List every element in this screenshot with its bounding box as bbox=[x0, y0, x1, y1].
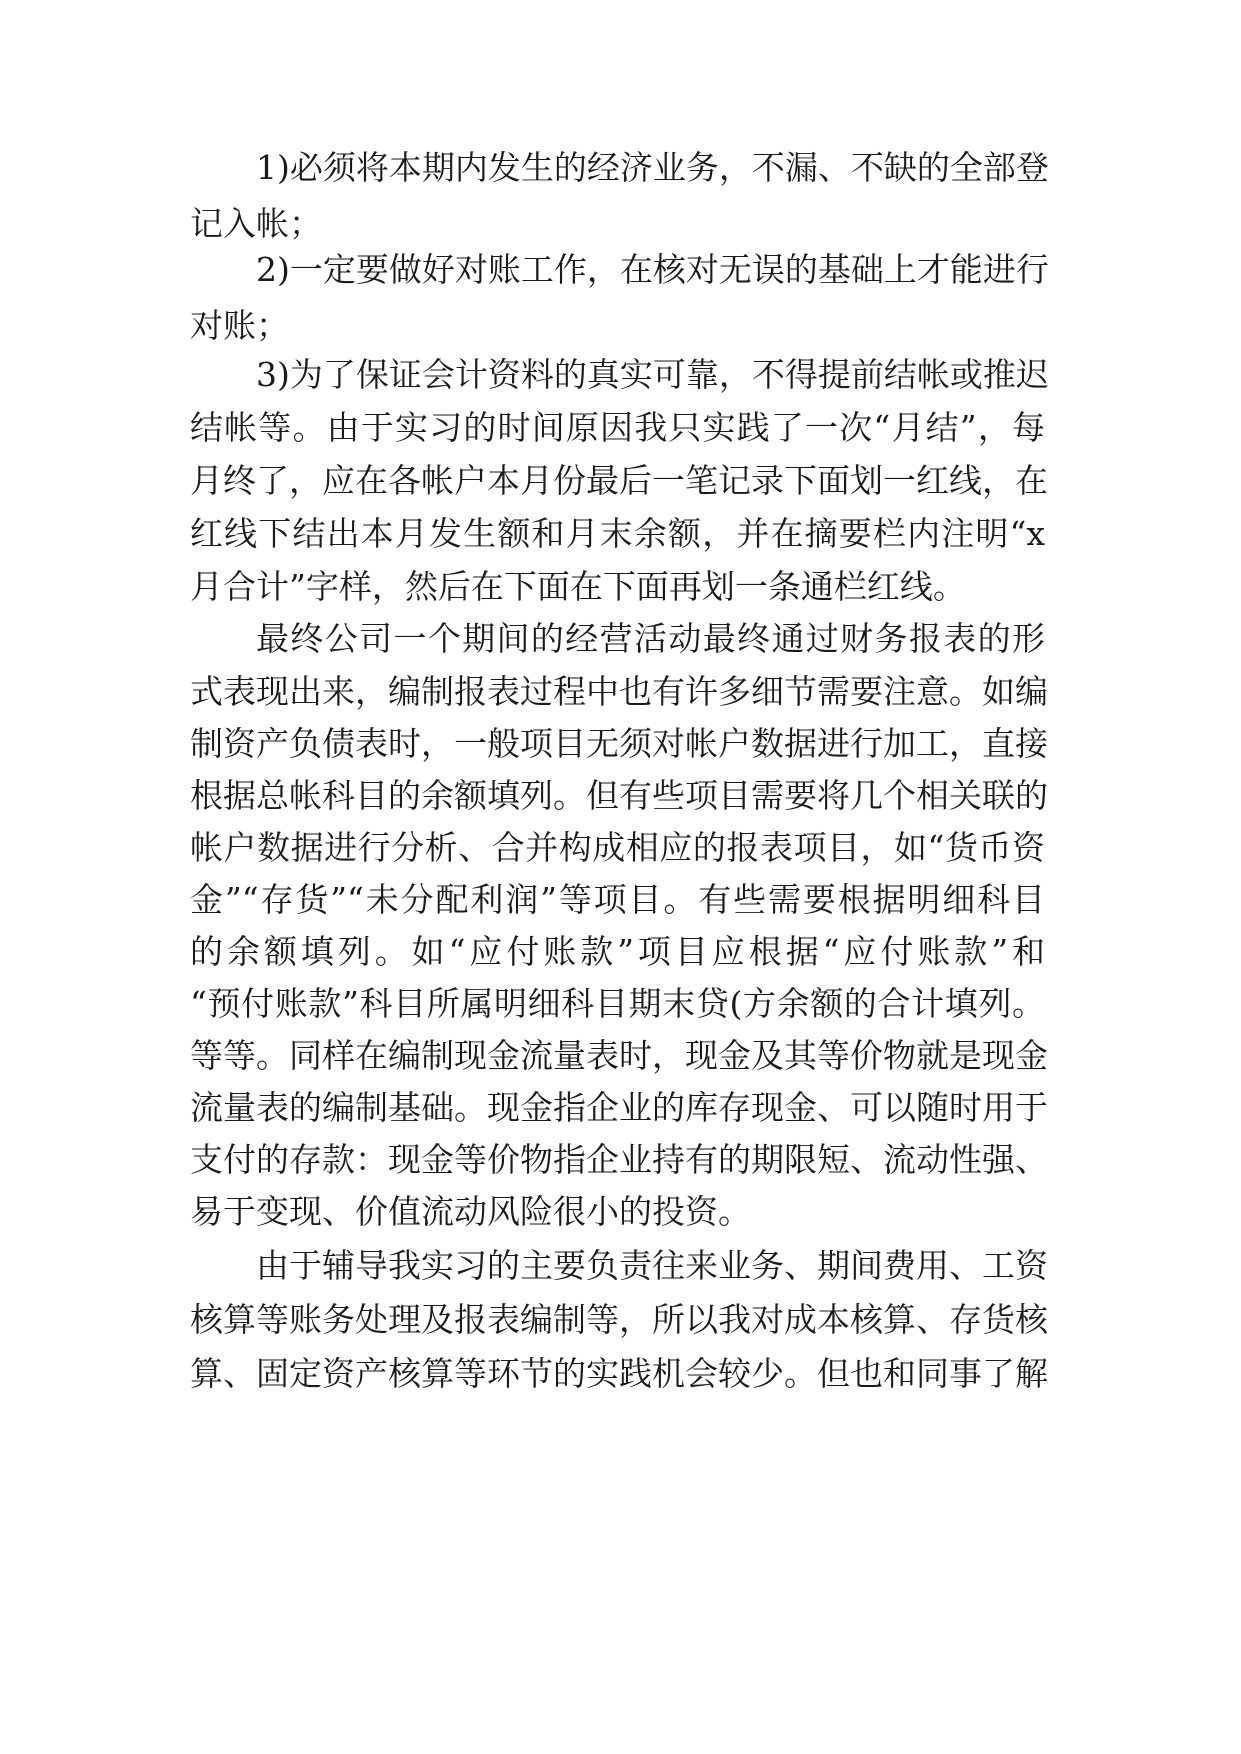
text-line bbox=[0, 240, 1241, 300]
text-line bbox=[0, 1026, 1241, 1086]
text-line bbox=[0, 1182, 1241, 1242]
text-line bbox=[0, 1078, 1241, 1138]
text-line bbox=[0, 922, 1241, 982]
paragraph-line: “预付账款”科目所属明细科目期末贷(方余额的合计填列。 bbox=[190, 984, 1045, 1023]
text-line bbox=[0, 451, 1241, 511]
paragraph-line: 算、固定资产核算等环节的实践机会较少。但也和同事了解 bbox=[190, 1354, 1048, 1393]
paragraph-line: 根据总帐科目的余额填列。但有些项目需要将几个相关联的 bbox=[190, 776, 1048, 815]
paragraph-line: 的余额填列。如“应付账款”项目应根据“应付账款”和 bbox=[190, 932, 1045, 971]
text-line bbox=[0, 398, 1241, 458]
paragraph-line: 记入帐； bbox=[190, 204, 322, 243]
paragraph-line: 月终了，应在各帐户本月份最后一笔记录下面划一红线，在 bbox=[190, 461, 1048, 500]
text-line bbox=[0, 504, 1241, 564]
text-line bbox=[0, 662, 1241, 722]
paragraph-line: 支付的存款：现金等价物指企业持有的期限短、流动性强、 bbox=[190, 1140, 1048, 1179]
paragraph-line: 流量表的编制基础。现金指企业的库存现金、可以随时用于 bbox=[190, 1088, 1048, 1127]
paragraph-line: 易于变现、价值流动风险很小的投资。 bbox=[190, 1192, 751, 1231]
text-line bbox=[0, 345, 1241, 405]
text-line bbox=[0, 766, 1241, 826]
paragraph-line: 等等。同样在编制现金流量表时，现金及其等价物就是现金 bbox=[190, 1036, 1048, 1075]
text-line bbox=[0, 818, 1241, 878]
text-line bbox=[0, 609, 1241, 669]
text-line bbox=[0, 557, 1241, 617]
text-line bbox=[0, 1236, 1241, 1296]
paragraph-line: 金”“存货”“未分配利润”等项目。有些需要根据明细科目 bbox=[190, 880, 1045, 919]
paragraph-line: 2)一定要做好对账工作，在核对无误的基础上才能进行 bbox=[256, 250, 1049, 289]
paragraph-line: 1)必须将本期内发生的经济业务，不漏、不缺的全部登 bbox=[256, 148, 1049, 187]
paragraph-line: 帐户数据进行分析、合并构成相应的报表项目，如“货币资 bbox=[190, 828, 1045, 867]
paragraph-line: 月合计”字样，然后在下面在下面再划一条通栏红线。 bbox=[190, 567, 966, 606]
paragraph-line: 红线下结出本月发生额和月末余额，并在摘要栏内注明“x bbox=[190, 514, 1045, 553]
text-line bbox=[0, 1130, 1241, 1190]
text-line bbox=[0, 1344, 1241, 1404]
text-line bbox=[0, 870, 1241, 930]
text-line bbox=[0, 1290, 1241, 1350]
paragraph-line: 3)为了保证会计资料的真实可靠，不得提前结帐或推迟 bbox=[256, 355, 1049, 394]
paragraph-line: 对账； bbox=[190, 306, 289, 345]
paragraph-line: 结帐等。由于实习的时间原因我只实践了一次“月结”，每 bbox=[190, 408, 1045, 447]
text-line bbox=[0, 974, 1241, 1034]
paragraph-line: 由于辅导我实习的主要负责往来业务、期间费用、工资 bbox=[256, 1246, 1048, 1285]
text-line bbox=[0, 714, 1241, 774]
paragraph-line: 核算等账务处理及报表编制等，所以我对成本核算、存货核 bbox=[190, 1300, 1048, 1339]
paragraph-line: 式表现出来，编制报表过程中也有许多细节需要注意。如编 bbox=[190, 672, 1048, 711]
paragraph-line: 制资产负债表时，一般项目无须对帐户数据进行加工，直接 bbox=[190, 724, 1048, 763]
text-line bbox=[0, 138, 1241, 198]
paragraph-line: 最终公司一个期间的经营活动最终通过财务报表的形 bbox=[256, 619, 1045, 658]
